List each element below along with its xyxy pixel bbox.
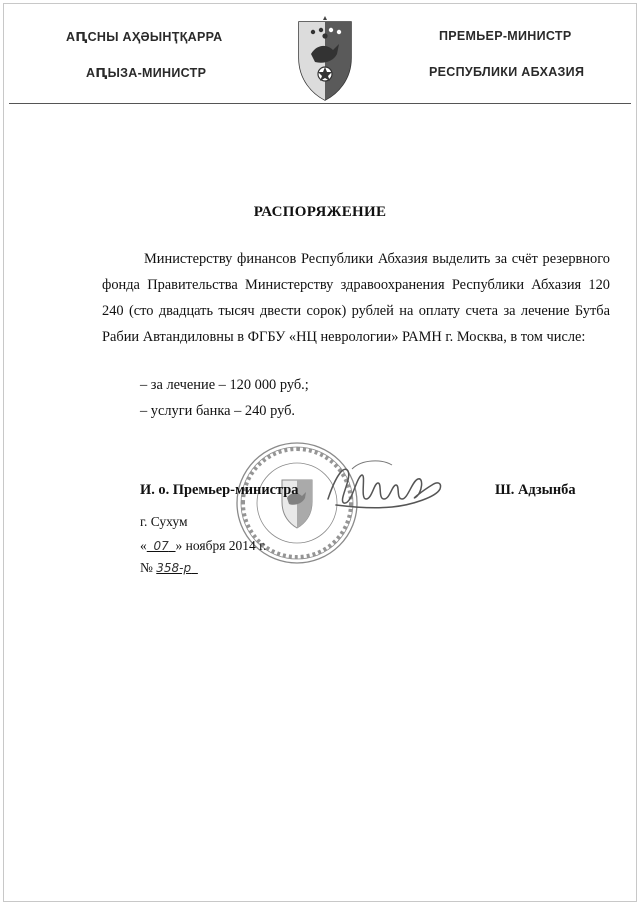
list-item: – услуги банка – 240 руб. [140,403,296,419]
city: г. Сухум [140,514,188,529]
date-day [147,538,176,553]
header-divider [9,103,631,104]
signatory-name: Ш. Адзынба [495,482,576,498]
letterhead-left-line2: АԤЫЗА-МИНИСТР [86,66,207,80]
letterhead-left-line1: АԤСНЫ АҲӘЫНҬҚАРРА [66,30,223,44]
number-prefix: № [140,560,153,575]
number-value: 358-р [156,561,192,575]
document-title: РАСПОРЯЖЕНИЕ [253,204,387,220]
letterhead-right-line2: РЕСПУБЛИКИ АБХАЗИЯ [429,65,585,79]
signatory-position: И. о. Премьер-министра [140,482,299,498]
coat-of-arms-icon [293,14,357,102]
date-day-value: 07 [153,539,169,553]
handwritten-signature [322,455,447,523]
order-text [102,246,610,350]
document-number [140,560,198,576]
order-paragraph: Министерству финансов Республики Абхазия выделить за счёт резервного фонда Правительства Министерству здравоохранения Республики Абхазия 120 240 (сто двадцать тысяч двести сорок) рублей на оплату счета за лечение Бутба Рабии Автандиловны в ФГБУ «НЦ неврологии» РАМН г. Москва, в том числе: [102,251,610,345]
date-open-quote: « [140,538,147,553]
list-item: – за лечение – 120 000 руб.; [140,377,309,393]
date-rest: » ноября 2014 г. [175,538,267,553]
letterhead-right-line1: ПРЕМЬЕР-МИНИСТР [439,29,572,43]
number-line [156,560,198,575]
document-date [140,538,267,554]
